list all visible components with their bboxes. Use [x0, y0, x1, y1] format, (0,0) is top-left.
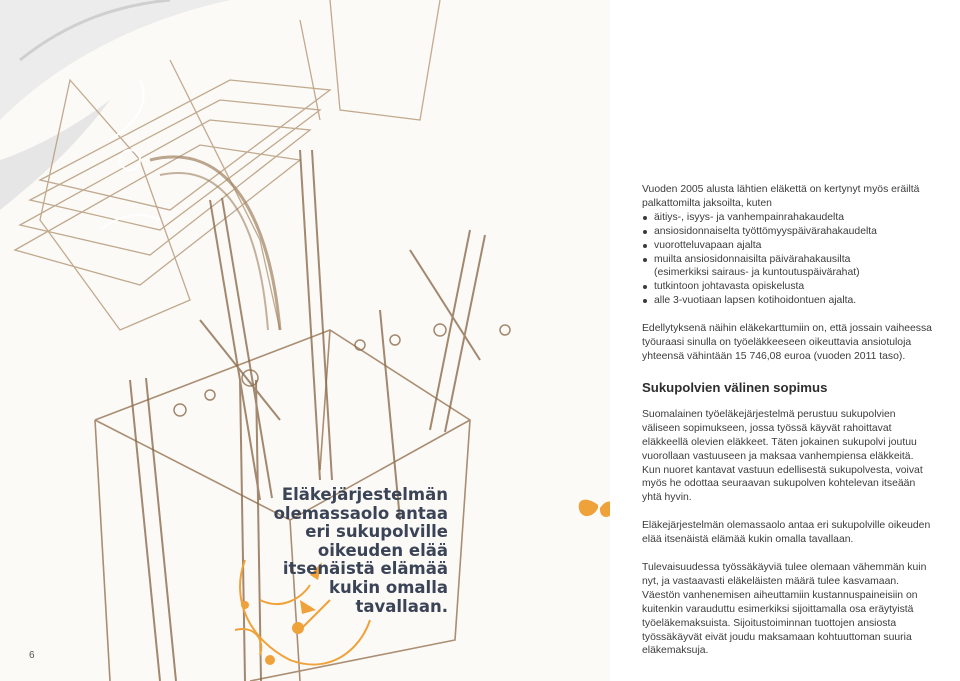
- list-item: alle 3-vuotiaan lapsen kotihoidontuen ajalta.: [642, 294, 934, 308]
- bullet-icon: [643, 230, 647, 234]
- bullet-icon: [643, 285, 647, 289]
- bullet-icon: [643, 299, 647, 303]
- list-item: vuorotteluvapaan ajalta: [642, 239, 934, 253]
- page-number: 6: [29, 650, 35, 661]
- section-paragraph: Suomalainen työeläkejärjestelmä perustuu sukupolvien väliseen sopimukseen, jossa työssä käyvät rahoittavat eläkkeellä olevien eläkkeet. Täten jokainen sukupolvi joutuu vuorollaan vastuuseen ja maksaa vanhempiensa eläkkeitä. Kun nuoret kantavat vastuun edellisestä sukupolvesta, voivat myös he odottaa seuraavan sukupolven kohtelevan itseään yhtä hyvin.: [642, 408, 923, 504]
- bullet-icon: [643, 216, 647, 220]
- section-heading: Sukupolvien välinen sopimus: [642, 379, 828, 395]
- section-paragraph: Eläkejärjestelmän olemassaolo antaa eri sukupolville oikeuden elää itsenäistä elämää kukin omalla tavallaan.: [642, 520, 931, 546]
- list-item: muilta ansiosidonnaisilta päivärahakausilta: [642, 253, 934, 267]
- section-paragraph: Tulevaisuudessa työssäkäyviä tulee olemaan vähemmän kuin nyt, ja vastaavasti eläkeläisten määrä tulee kasvamaan. Väestön vanhenemisen aiheuttamiin kustannuspaineisiin on kuitenkin varauduttu esimerkiksi sijoittamalla osa eräytyistä työeläkemaksuista. Sijoitustoiminnan tuottojen ansiosta työssäkäyvät eivät joudu maksamaan kohtuuttoman suuria eläkemaksuja.: [642, 562, 927, 657]
- unpaid-periods-list: [642, 211, 934, 308]
- text-column: [642, 183, 934, 658]
- pull-quote: Eläkejärjestelmän olemassaolo antaa eri sukupolville oikeuden elää itsenäistä elämää kukin omalla tavallaan.: [273, 485, 448, 616]
- list-item: äitiys-, isyys- ja vanhempainrahakaudelta: [642, 211, 934, 225]
- list-item: ansiosidonnaiselta työttömyyspäivärahakaudelta: [642, 225, 934, 239]
- intro-paragraph: Vuoden 2005 alusta lähtien eläkettä on kertynyt myös eräiltä palkattomilta jaksoilta, kuten: [642, 184, 920, 209]
- list-item: tutkintoon johtavasta opiskelusta: [642, 280, 934, 294]
- bullet-icon: [643, 258, 647, 262]
- bullet-icon: [643, 244, 647, 248]
- list-item-continuation: (esimerkiksi sairaus- ja kuntoutuspäivärahat): [654, 267, 860, 279]
- condition-paragraph: Edellytyksenä näihin eläkekarttumiin on, että jossain vaiheessa työuraasi sinulla on työeläkkeeseen oikeuttavia ansiotuloja yhteensä vähintään 15 746,08 euroa (vuoden 2011 taso).: [642, 323, 932, 362]
